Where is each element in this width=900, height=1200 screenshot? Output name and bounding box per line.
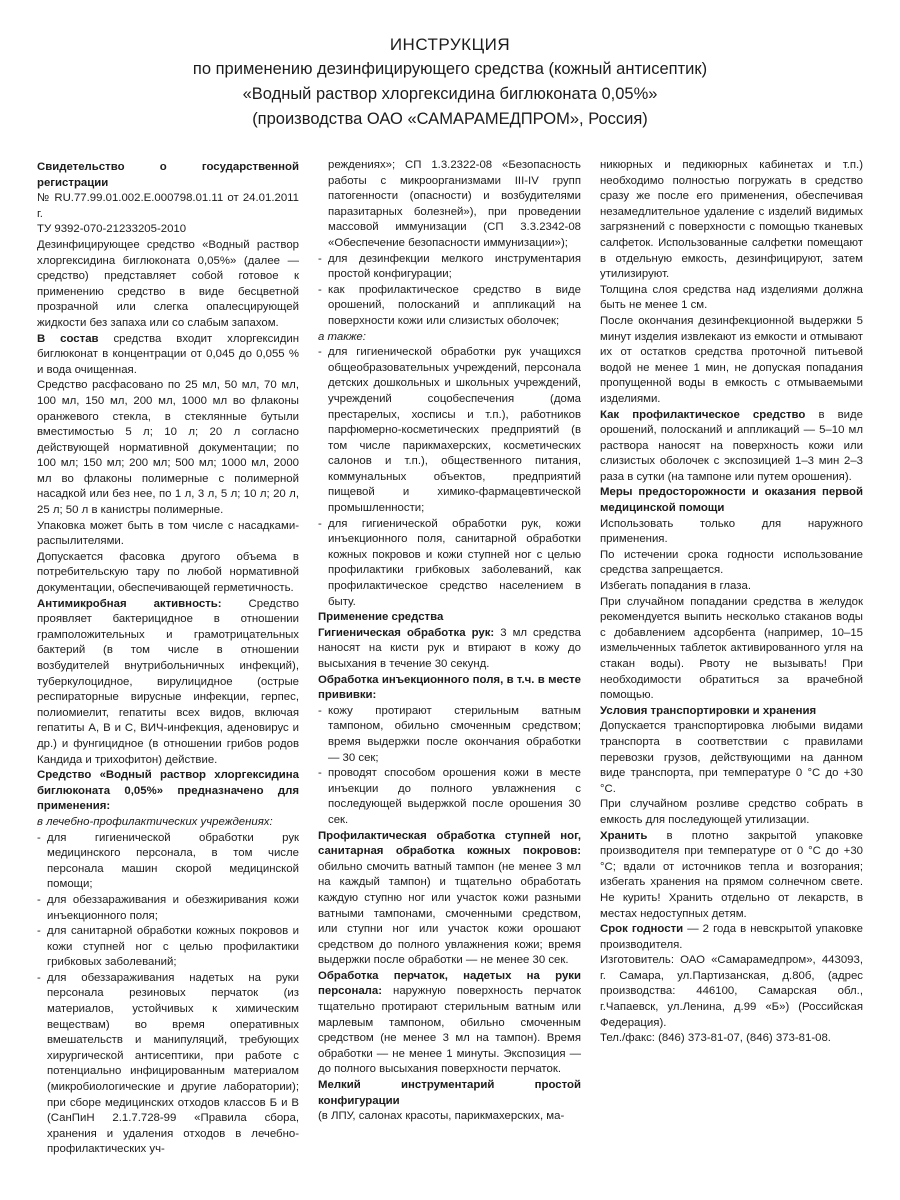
shelf-life-text: — 2 года в невскрытой упаковке производителя.	[600, 923, 863, 951]
tools-heading: Мелкий инструментарий простой конфигурации	[318, 1079, 581, 1107]
packaging-paragraph: Средство расфасовано по 25 мл, 50 мл, 70 мл, 100 мл, 150 мл, 200 мл, 1000 мл во флаконы оранжевого стекла, в стеклянные бутыли вместимостью 5 л; 10 л; 20 л согласно действующей нормативной документации; по 100 мл; 150 мл; 200 мл; 500 мл; 1000 мл, 2000 мл во флаконы полимерные с полимерной насадкой или без нее, по 1 л, 3 л, 5 л; 10 л; 20 л, 25 л; 50 л в канистры полимерные.	[37, 379, 299, 517]
gloves-label: Обработка перчаток, надетых на руки персонала:	[318, 969, 581, 998]
storage-paragraph	[600, 829, 863, 923]
safety-paragraph: При случайном попадании средства в желудок рекомендуется выпить несколько стаканов воды с добавлением адсорбента (например, 10–15 измельченных таблеток активированного угля на стакан воды). Рвоту не вызывать! При необходимости обратиться за врачебной помощью.	[600, 595, 863, 702]
hand-hygiene-label: Гигиеническая обработка рук:	[318, 626, 495, 639]
list-item: - для гигиенической обработки рук медицинского персонала, в том числе персонала машин скорой медицинской помощи;	[37, 831, 299, 893]
list-item: - для дезинфекции мелкого инструментария простой конфигурации;	[318, 252, 581, 283]
tools-continuation-paragraph: никюрных и педикюрных кабинетах и т.п.) необходимо полностью погружать в средство сразу же после его применения, обеспечивая незамедлительное удаление с изделий видимых загрязнений с поверхности с помощью тканевых салфеток. Использованные салфетки помещают в отдельную емкость, дезинфицируют, затем утилизируют.	[600, 159, 863, 281]
feet-text: обильно смочить ватный тампон (не менее 3 мл на каждый тампон) и тщательно обработать каждую ступню ног или участок кожи разными ватными тампонами, смоченными средством, или ступни ног или участок кожи орошают средством до полного увлажнения кожи; время выдержки после обработки — не менее 30 сек.	[318, 860, 581, 967]
usage-heading: Применение средства	[318, 611, 444, 624]
also-subheading: а также:	[318, 330, 366, 343]
phone-paragraph: Тел./факс: (846) 373-81-07, (846) 373-81-08.	[600, 1032, 831, 1045]
antimicrobial-label: Антимикробная активность:	[37, 597, 222, 610]
gloves-text: наружную поверхность перчаток тщательно протирают стерильным ватным или марлевым тампоном, обильно смоченным средством (не менее 3 мл на тампон). Время обработки — не менее 1 минуты. Экспозиция — до полного высыхания поверхности перчаток.	[318, 985, 581, 1076]
storage-text: в плотно закрытой упаковке производителя при температуре от 0 °С до +30 °С; вдали от источников тепла и возгорания; избегать хранения на прямом солнечном свете. Не курить! Хранить отдельно от лекарств, в местах недоступных детям.	[600, 829, 863, 920]
list-item: - для гигиенической обработки рук учащихся общеобразовательных учреждений, персонала детских дошкольных и школьных учреждений, учреждений соцобеспечения (дома престарелых, хосписы и т.п.), работников парфюмерно-косметических предприятий (в том числе парикмахерских, косметических салонов и т.п.), общественного питания, коммунальных объектов, предприятий пищевой и химико-фармацевтической промышленности;	[318, 345, 581, 517]
column-3	[600, 158, 863, 1047]
registration-heading: Свидетельство о государственной регистрации	[37, 161, 299, 189]
spill-paragraph: При случайном розливе средство собрать в емкость для последующей утилизации.	[600, 798, 863, 826]
prophylactic-text: в виде орошений, полосканий и аппликаций — 5–10 мл раствора наносят на поверхность кожи или слизистых оболочек с экспозицией 1–3 мин 2–3 раза в сутки (на тампоне или путем орошения).	[600, 408, 864, 483]
lpu-subheading: в лечебно-профилактических учреждениях:	[37, 815, 273, 828]
list-item-continuation: реждениях»; СП 1.3.2322-08 «Безопасность работы с микроорганизмами III-IV групп патогенности (опасности) и возбудителями паразитарных болезней»), при проведении массовой иммунизации (СП 3.3.2342-08 «Обеспечение безопасности иммунизации»);	[328, 159, 581, 249]
injection-heading: Обработка инъекционного поля, в т.ч. в месте прививки:	[318, 673, 581, 702]
document-title	[0, 32, 900, 132]
intro-paragraph: Дезинфицирующее средство «Водный раствор хлоргексидина биглюконата 0,05%» (далее — средство) представляет собой готовое к применению средство в виде бесцветной прозрачной или слегка опалесцирующей жидкости без запаха или со слабым запахом.	[37, 238, 299, 329]
rinse-paragraph: После окончания дезинфекционной выдержки 5 минут изделия извлекают из емкости и отмывают их от остатков средства проточной питьевой водой не менее 1 мин, не допуская попадания пропущенной воды в емкость с отмываемыми изделиями.	[600, 314, 863, 405]
prophylactic-paragraph	[600, 408, 863, 486]
composition-paragraph	[37, 332, 299, 379]
other-volume-paragraph: Допускается фасовка другого объема в потребительскую тару по любой нормативной документации, обеспечивающей герметичность.	[37, 550, 299, 595]
composition-text: средства входит хлоргексидин биглюконат в концентрации от 0,045 до 0,055 % и вода очищенная.	[37, 332, 299, 376]
list-item: - кожу протирают стерильным ватным тампоном, обильно смоченным средством; время выдержки после окончания обработки — 30 сек;	[318, 704, 581, 766]
title-main: ИНСТРУКЦИЯ	[389, 35, 511, 54]
safety-paragraph: Использовать только для наружного применения.	[600, 517, 863, 546]
composition-label: В состав	[37, 332, 99, 345]
title-product: «Водный раствор хлоргексидина биглюконата 0,05%»	[242, 85, 658, 103]
safety-heading: Меры предосторожности и оказания первой медицинской помощи	[600, 486, 863, 515]
packaging-sprayer-paragraph: Упаковка может быть в том числе с насадками-распылителями.	[37, 519, 299, 548]
prophylactic-label: Как профилактическое средство	[600, 408, 806, 421]
registration-number: № RU.77.99.01.002.Е.000798.01.11 от 24.01.2011 г.	[37, 192, 299, 220]
transport-heading: Условия транспортировки и хранения	[600, 704, 817, 717]
manufacturer-paragraph: Изготовитель: ОАО «Самарамедпром», 443093, г. Самара, ул.Партизанская, д.80б, (адрес производства: 446100, Самарская обл., г.Чапаевск, ул.Ленина, д.99 «Б») (Российская Федерация).	[600, 954, 863, 1029]
title-manufacturer: (производства ОАО «САМАРАМЕДПРОМ», Россия)	[252, 110, 648, 128]
list-item: - для гигиенической обработки рук, кожи инъекционного поля, санитарной обработки кожных покровов и кожи ступней ног с целью профилактики грибковых заболеваний, как профилактическое средство населением в быту.	[318, 517, 581, 611]
antimicrobial-text: Средство проявляет бактерицидное в отношении грамположительных и грамотрицательных бактерий (в том числе в отношении возбудителей внутрибольничных инфекций), туберкулоцидное, вирулицидное (острые респираторные вирусные инфекции, герпес, полиомиелит, гепатиты всех видов, включая гепатиты А, В и С, ВИЧ-инфекция, аденовирус и др.) и фунгицидное (в отношении грибов родов Кандида и трихофитон) действие.	[37, 597, 299, 766]
tools-paragraph: (в ЛПУ, салонах красоты, парикмахерских, ма-	[318, 1110, 565, 1123]
shelf-life-label: Срок годности	[600, 923, 684, 936]
safety-paragraph: Избегать попадания в глаза.	[600, 580, 751, 593]
list-item: - для обеззараживания надетых на руки персонала резиновых перчаток (из материалов, устойчивых к химическим веществам) во время оперативных вмешательств и манипуляций, требующих хирургической антисептики, при работе с потенциально инфицированным материалом (микробиологические и другие лаборатории); при сборе медицинских отходов классов Б и В (СанПиН 2.1.7.728-99 «Правила сбора, хранения и удаления отходов в лечебно-профилактических уч-	[37, 971, 299, 1158]
gloves-paragraph	[318, 969, 581, 1078]
list-item: - для обеззараживания и обезжиривания кожи инъекционного поля;	[37, 893, 299, 924]
hand-hygiene-paragraph	[318, 626, 581, 673]
shelf-life-paragraph	[600, 922, 863, 953]
feet-paragraph	[318, 829, 581, 969]
hand-hygiene-text: 3 мл средства наносят на кисти рук и втирают в кожу до высыхания в течение 30 секунд.	[318, 626, 581, 670]
list-item: - как профилактическое средство в виде орошений, полосканий и аппликаций на поверхности кожи или слизистых оболочек;	[318, 283, 581, 330]
feet-label: Профилактическая обработка ступней ног, санитарная обработка кожных покровов:	[318, 829, 581, 858]
storage-label: Хранить	[600, 829, 648, 842]
antimicrobial-paragraph	[37, 597, 299, 769]
title-subtitle: по применению дезинфицирующего средства (кожный антисептик)	[192, 60, 708, 78]
layer-paragraph: Толщина слоя средства над изделиями должна быть не менее 1 см.	[600, 283, 863, 312]
safety-paragraph: По истечении срока годности использование средства запрещается.	[600, 548, 863, 577]
list-item: - для санитарной обработки кожных покровов и кожи ступней ног с целью профилактики грибковых заболеваний;	[37, 924, 299, 971]
transport-paragraph: Допускается транспортировка любыми видами транспорта в соответствии с правилами перевозки грузов, действующими на данном виде транспорта, при температуре 0 °С до +30 °С.	[600, 720, 863, 795]
column-2	[318, 158, 581, 1125]
purpose-heading: Средство «Водный раствор хлоргексидина биглюконата 0,05%» предназначено для применения:	[37, 769, 299, 813]
tu-number: ТУ 9392-070-21233205-2010	[37, 223, 187, 236]
list-item: - проводят способом орошения кожи в месте инъекции до полного увлажнения с последующей выдержкой после орошения 30 сек.	[318, 766, 581, 828]
column-1	[37, 160, 299, 1158]
